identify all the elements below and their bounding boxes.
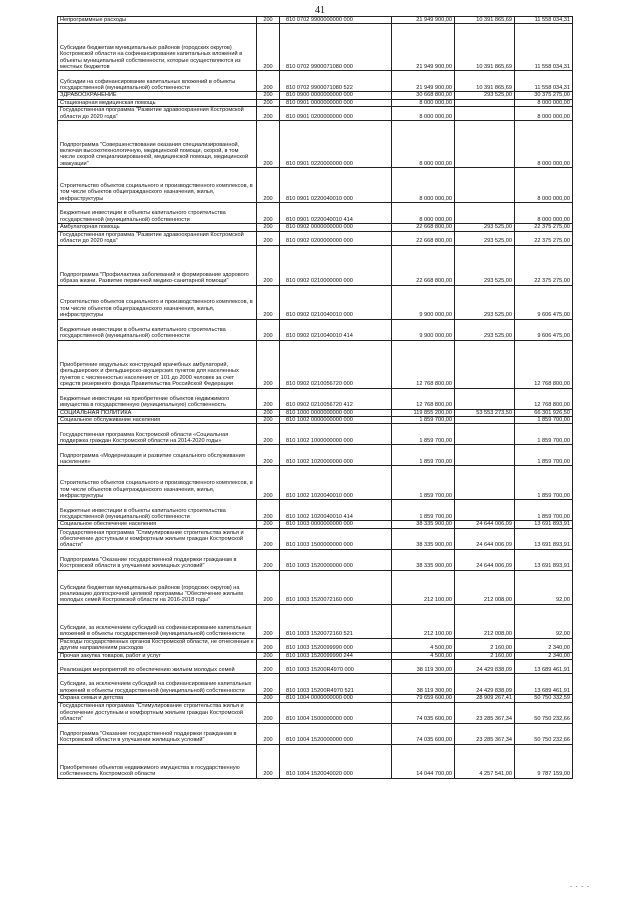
budget-code-cell: 810 1003 15200R4970 521 [280,674,392,695]
budget-code-cell: 810 0902 0000000000 000 [280,224,392,231]
table-row [58,466,573,500]
admin-code-cell: 200 [257,92,280,99]
planned-amount-cell: 38 119 300,00 [392,674,455,695]
executed-amount-cell [455,500,515,521]
table-row [58,500,573,521]
table-row [58,319,573,340]
table-row [58,245,573,285]
admin-code-cell: 200 [257,285,280,319]
unexecuted-amount-cell: 1 859 700,00 [515,424,573,445]
unexecuted-amount-cell: 1 859 700,00 [515,417,573,424]
admin-code-cell: 200 [257,121,280,168]
planned-amount-cell: 12 768 800,00 [392,340,455,388]
budget-code-cell: 810 1003 1500000000 000 [280,528,392,549]
expense-name-cell: Социальное обеспечение населения [58,521,257,528]
admin-code-cell: 200 [257,466,280,500]
executed-amount-cell: 212 008,00 [455,570,515,604]
budget-code-cell: 810 0901 0200000000 000 [280,107,392,121]
planned-amount-cell: 119 855 200,00 [392,409,455,416]
executed-amount-cell [455,203,515,224]
executed-amount-cell: 10 391 865,69 [455,71,515,92]
table-row [58,340,573,388]
executed-amount-cell: 212 008,00 [455,604,515,638]
planned-amount-cell: 22 668 800,00 [392,245,455,285]
unexecuted-amount-cell: 11 558 034,31 [515,71,573,92]
unexecuted-amount-cell: 92,00 [515,604,573,638]
planned-amount-cell: 1 859 700,00 [392,424,455,445]
budget-code-cell: 810 1004 1520040020 000 [280,744,392,778]
expense-name-cell: Бюджетные инвестиции в объекты капитального строительства государственной (муниципальной) собственности [58,203,257,224]
table-row [58,702,573,723]
expense-name-cell: Приобретение объектов недвижимого имущества в государственную собственность Костромской области [58,744,257,778]
admin-code-cell: 200 [257,168,280,203]
table-row [58,168,573,203]
budget-code-cell: 810 1003 1520000000 000 [280,549,392,570]
admin-code-cell: 200 [257,71,280,92]
budget-code-cell: 810 1002 0000000000 000 [280,417,392,424]
budget-code-cell: 810 1003 15200R4970 000 [280,660,392,674]
planned-amount-cell: 74 035 600,00 [392,723,455,744]
admin-code-cell: 200 [257,388,280,409]
executed-amount-cell [455,168,515,203]
planned-amount-cell: 8 000 000,00 [392,203,455,224]
executed-amount-cell: 10 391 865,69 [455,24,515,71]
admin-code-cell: 200 [257,319,280,340]
expense-name-cell: Государственная программа "Стимулирование строительства жилья и обеспечение доступным и комфортным жильем граждан Костромской области" [58,702,257,723]
table-row [58,652,573,659]
budget-code-cell: 810 0901 0220040010 000 [280,168,392,203]
table-row [58,570,573,604]
unexecuted-amount-cell: 13 691 893,91 [515,528,573,549]
admin-code-cell: 200 [257,674,280,695]
admin-code-cell: 200 [257,224,280,231]
admin-code-cell: 200 [257,528,280,549]
admin-code-cell: 200 [257,445,280,466]
expense-name-cell: Подпрограмма "Профилактика заболеваний и формирование здорового образа жизни. Развитие первичной медико-санитарной помощи" [58,245,257,285]
admin-code-cell: 200 [257,638,280,652]
unexecuted-amount-cell: 1 859 700,00 [515,445,573,466]
planned-amount-cell: 8 000 000,00 [392,168,455,203]
planned-amount-cell: 8 000 000,00 [392,121,455,168]
expense-name-cell: Реализация мероприятий по обеспечению жильем молодых семей [58,660,257,674]
unexecuted-amount-cell: 8 000 000,00 [515,121,573,168]
table-row [58,92,573,99]
expense-name-cell: Непрограммные расходы [58,17,257,24]
planned-amount-cell: 38 119 300,00 [392,660,455,674]
budget-code-cell: 810 1003 0000000000 000 [280,521,392,528]
planned-amount-cell: 21 949 900,00 [392,24,455,71]
expense-name-cell: Бюджетные инвестиции на приобретение объектов недвижимого имущества в государственную (муниципальную) собственность [58,388,257,409]
unexecuted-amount-cell: 30 375 275,00 [515,92,573,99]
expense-name-cell: Субсидии на софинансирование капитальных вложений в объекты государственной (муниципальной) собственности [58,71,257,92]
table-row [58,224,573,231]
budget-code-cell: 810 0702 9900071080 522 [280,71,392,92]
executed-amount-cell [455,445,515,466]
admin-code-cell: 200 [257,417,280,424]
budget-code-cell: 810 1003 1520072160 521 [280,604,392,638]
unexecuted-amount-cell: 9 606 475,00 [515,319,573,340]
executed-amount-cell [455,121,515,168]
planned-amount-cell: 212 100,00 [392,604,455,638]
budget-code-cell: 810 0902 0210040010 414 [280,319,392,340]
expense-name-cell: Амбулаторная помощь [58,224,257,231]
budget-code-cell: 810 0902 0210040010 000 [280,285,392,319]
planned-amount-cell: 1 859 700,00 [392,445,455,466]
executed-amount-cell: 24 644 006,09 [455,549,515,570]
admin-code-cell: 200 [257,99,280,106]
table-row [58,107,573,121]
unexecuted-amount-cell: 13 691 893,91 [515,549,573,570]
planned-amount-cell: 4 500,00 [392,652,455,659]
unexecuted-amount-cell: 22 375 275,00 [515,245,573,285]
unexecuted-amount-cell: 22 375 275,00 [515,231,573,245]
budget-code-cell: 810 0900 0000000000 000 [280,92,392,99]
admin-code-cell: 200 [257,24,280,71]
unexecuted-amount-cell: 50 750 332,59 [515,695,573,702]
executed-amount-cell: 293 525,00 [455,245,515,285]
admin-code-cell: 200 [257,17,280,24]
table-row [58,723,573,744]
unexecuted-amount-cell: 12 768 800,00 [515,340,573,388]
expense-name-cell: Подпрограмма «Модернизация и развитие социального обслуживания населения» [58,445,257,466]
executed-amount-cell: 10 391 865,69 [455,17,515,24]
executed-amount-cell [455,424,515,445]
expense-name-cell: ЗДРАВООХРАНЕНИЕ [58,92,257,99]
budget-code-cell: 810 1002 1020040010 000 [280,466,392,500]
expense-name-cell: Подпрограмма "Оказание государственной поддержки гражданам в Костромской области в улучшении жилищных условий" [58,723,257,744]
planned-amount-cell: 38 335 900,00 [392,521,455,528]
expense-name-cell: Государственная программа "Развитие здравоохранения Костромской области до 2020 года" [58,107,257,121]
executed-amount-cell: 53 553 273,50 [455,409,515,416]
planned-amount-cell: 4 500,00 [392,638,455,652]
table-row [58,417,573,424]
table-row [58,99,573,106]
executed-amount-cell: 24 644 006,09 [455,528,515,549]
planned-amount-cell: 22 668 800,00 [392,224,455,231]
expense-name-cell: Социальное обслуживание населения [58,417,257,424]
table-row [58,121,573,168]
expense-name-cell: Подпрограмма "Совершенствование оказания специализированной, включая высокотехнологичную, медицинской помощи, скорой, в том числе скорой специализированной, медицинской помощи, медицинской эвакуации" [58,121,257,168]
budget-code-cell: 810 0702 9900071080 000 [280,24,392,71]
expense-name-cell: СОЦИАЛЬНАЯ ПОЛИТИКА [58,409,257,416]
planned-amount-cell: 38 335 900,00 [392,549,455,570]
executed-amount-cell [455,466,515,500]
budget-code-cell: 810 0902 0210056720 000 [280,340,392,388]
budget-code-cell: 810 0902 0210056720 412 [280,388,392,409]
executed-amount-cell: 24 429 838,09 [455,674,515,695]
unexecuted-amount-cell: 2 340,00 [515,638,573,652]
table-row [58,604,573,638]
budget-code-cell: 810 1002 1000000000 000 [280,424,392,445]
table-row [58,744,573,778]
executed-amount-cell: 24 429 838,09 [455,660,515,674]
planned-amount-cell: 21 949 900,00 [392,17,455,24]
planned-amount-cell: 212 100,00 [392,570,455,604]
unexecuted-amount-cell: 1 859 700,00 [515,466,573,500]
admin-code-cell: 200 [257,695,280,702]
expense-name-cell: Государственная программа "Развитие здравоохранения Костромской области до 2020 года" [58,231,257,245]
planned-amount-cell: 14 044 700,00 [392,744,455,778]
unexecuted-amount-cell: 11 558 034,31 [515,17,573,24]
expense-name-cell: Государственная программа "Стимулирование строительства жилья и обеспечение доступным и комфортным жильем граждан Костромской области" [58,528,257,549]
budget-code-cell: 810 1004 1520000000 000 [280,723,392,744]
table-row [58,445,573,466]
planned-amount-cell: 79 659 600,00 [392,695,455,702]
unexecuted-amount-cell: 13 691 893,91 [515,521,573,528]
table-row [58,231,573,245]
admin-code-cell: 200 [257,702,280,723]
planned-amount-cell: 9 900 000,00 [392,319,455,340]
planned-amount-cell: 1 859 700,00 [392,466,455,500]
admin-code-cell: 200 [257,652,280,659]
executed-amount-cell: 4 257 541,00 [455,744,515,778]
executed-amount-cell: 293 525,00 [455,92,515,99]
budget-code-cell: 810 1000 0000000000 000 [280,409,392,416]
table-row [58,388,573,409]
executed-amount-cell: 23 285 367,34 [455,702,515,723]
table-row [58,549,573,570]
table-row [58,285,573,319]
budget-code-cell: 810 0901 0220040010 414 [280,203,392,224]
admin-code-cell: 200 [257,570,280,604]
planned-amount-cell: 1 859 700,00 [392,500,455,521]
executed-amount-cell: 293 525,00 [455,224,515,231]
table-row [58,528,573,549]
executed-amount-cell: 28 909 267,41 [455,695,515,702]
unexecuted-amount-cell: 9 787 159,00 [515,744,573,778]
table-row [58,17,573,24]
admin-code-cell: 200 [257,203,280,224]
budget-code-cell: 810 0901 0000000000 000 [280,99,392,106]
unexecuted-amount-cell: 9 606 475,00 [515,285,573,319]
budget-code-cell: 810 0902 0210000000 000 [280,245,392,285]
planned-amount-cell: 8 000 000,00 [392,107,455,121]
budget-table-body [58,17,573,779]
unexecuted-amount-cell: 12 768 800,00 [515,388,573,409]
budget-code-cell: 810 0702 9900000000 000 [280,17,392,24]
planned-amount-cell: 22 668 800,00 [392,231,455,245]
table-row [58,24,573,71]
table-row [58,638,573,652]
admin-code-cell: 200 [257,409,280,416]
unexecuted-amount-cell: 50 750 232,66 [515,702,573,723]
expense-name-cell: Субсидии, за исключением субсидий на софинансирование капитальных вложений в объекты государственной (муниципальной) собственности [58,604,257,638]
table-row [58,71,573,92]
table-row [58,674,573,695]
unexecuted-amount-cell: 11 558 034,31 [515,24,573,71]
admin-code-cell: 200 [257,549,280,570]
planned-amount-cell: 1 859 700,00 [392,417,455,424]
executed-amount-cell [455,417,515,424]
expense-name-cell: Стационарная медицинская помощь [58,99,257,106]
admin-code-cell: 200 [257,744,280,778]
unexecuted-amount-cell: 13 689 461,91 [515,660,573,674]
budget-code-cell: 810 1004 0000000000 000 [280,695,392,702]
executed-amount-cell: 24 644 006,09 [455,521,515,528]
unexecuted-amount-cell: 66 301 926,50 [515,409,573,416]
table-row [58,424,573,445]
executed-amount-cell: 2 160,00 [455,652,515,659]
unexecuted-amount-cell: 8 000 000,00 [515,99,573,106]
executed-amount-cell [455,107,515,121]
executed-amount-cell: 293 525,00 [455,319,515,340]
admin-code-cell: 200 [257,521,280,528]
planned-amount-cell: 74 035 600,00 [392,702,455,723]
unexecuted-amount-cell: 92,00 [515,570,573,604]
unexecuted-amount-cell: 8 000 000,00 [515,203,573,224]
unexecuted-amount-cell: 13 689 461,91 [515,674,573,695]
table-row [58,521,573,528]
admin-code-cell: 200 [257,231,280,245]
unexecuted-amount-cell: 1 859 700,00 [515,500,573,521]
executed-amount-cell: 2 160,00 [455,638,515,652]
budget-code-cell: 810 1003 1520099990 244 [280,652,392,659]
footer-mark: - - - - [570,884,590,890]
expense-name-cell: Строительство объектов социального и производственного комплексов, в том числе объектов общегражданского назначения, жилья, инфраструктуры [58,168,257,203]
table-row [58,409,573,416]
budget-code-cell: 810 0902 0200000000 000 [280,231,392,245]
admin-code-cell: 200 [257,604,280,638]
budget-code-cell: 810 1002 1020040010 414 [280,500,392,521]
planned-amount-cell: 30 668 800,00 [392,92,455,99]
executed-amount-cell [455,388,515,409]
admin-code-cell: 200 [257,660,280,674]
expense-name-cell: Субсидии, за исключением субсидий на софинансирование капитальных вложений в объекты государственной (муниципальной) собственности [58,674,257,695]
page-number: 41 [315,5,325,16]
budget-code-cell: 810 1004 1500000000 000 [280,702,392,723]
executed-amount-cell: 23 285 367,34 [455,723,515,744]
expense-name-cell: Строительство объектов социального и производственного комплексов, в том числе объектов общегражданского назначения, жилья, инфраструктуры [58,466,257,500]
expense-name-cell: Прочая закупка товаров, работ и услуг [58,652,257,659]
admin-code-cell: 200 [257,107,280,121]
planned-amount-cell: 9 900 000,00 [392,285,455,319]
executed-amount-cell [455,340,515,388]
expense-name-cell: Подпрограмма "Оказание государственной поддержки гражданам в Костромской области в улучшении жилищных условий" [58,549,257,570]
planned-amount-cell: 21 949 900,00 [392,71,455,92]
executed-amount-cell: 293 525,00 [455,231,515,245]
admin-code-cell: 200 [257,424,280,445]
expense-name-cell: Бюджетные инвестиции в объекты капитального строительства государственной (муниципальной) собственности [58,319,257,340]
executed-amount-cell: 293 525,00 [455,285,515,319]
admin-code-cell: 200 [257,340,280,388]
table-row [58,660,573,674]
admin-code-cell: 200 [257,245,280,285]
table-row [58,695,573,702]
expense-name-cell: Субсидии бюджетам муниципальных районов (городских округов) на реализацию долгосрочной целевой программы "Обеспечение жильем молодых семей Костромской области на 2016-2018 годы" [58,570,257,604]
expense-name-cell: Охрана семьи и детства [58,695,257,702]
expense-name-cell: Приобретение модульных конструкций врачебных амбулаторий, фельдшерских и фельдшерско-акушерских пунктов для населенных пунктов с численностью населения от 101 до 2000 человек за счет средств резервного фонда Правительства Российской Федерации [58,340,257,388]
expense-name-cell: Строительство объектов социального и производственного комплексов, в том числе объектов общегражданского назначения, жилья, инфраструктуры [58,285,257,319]
budget-code-cell: 810 1002 1020000000 000 [280,445,392,466]
planned-amount-cell: 38 335 900,00 [392,528,455,549]
admin-code-cell: 200 [257,723,280,744]
executed-amount-cell [455,99,515,106]
expense-name-cell: Расходы государственных органов Костромской области, не отнесенные к другим направлениям расходов [58,638,257,652]
unexecuted-amount-cell: 22 375 275,00 [515,224,573,231]
expense-name-cell: Государственная программа Костромской области «Социальная поддержка граждан Костромской области на 2014-2020 годы» [58,424,257,445]
admin-code-cell: 200 [257,500,280,521]
unexecuted-amount-cell: 8 000 000,00 [515,107,573,121]
budget-code-cell: 810 0901 0220000000 000 [280,121,392,168]
expense-name-cell: Бюджетные инвестиции в объекты капитального строительства государственной (муниципальной) собственности [58,500,257,521]
budget-code-cell: 810 1003 1520099990 000 [280,638,392,652]
budget-code-cell: 810 1003 1520072160 000 [280,570,392,604]
planned-amount-cell: 12 768 800,00 [392,388,455,409]
planned-amount-cell: 8 000 000,00 [392,99,455,106]
table-row [58,203,573,224]
unexecuted-amount-cell: 50 750 232,66 [515,723,573,744]
unexecuted-amount-cell: 2 340,00 [515,652,573,659]
expense-name-cell: Субсидии бюджетам муниципальных районов (городских округов) Костромской области на софинансирование капитальных вложений в объекты муниципальной собственности, которые осуществляются из местных бюджетов [58,24,257,71]
budget-table [57,16,573,779]
unexecuted-amount-cell: 8 000 000,00 [515,168,573,203]
